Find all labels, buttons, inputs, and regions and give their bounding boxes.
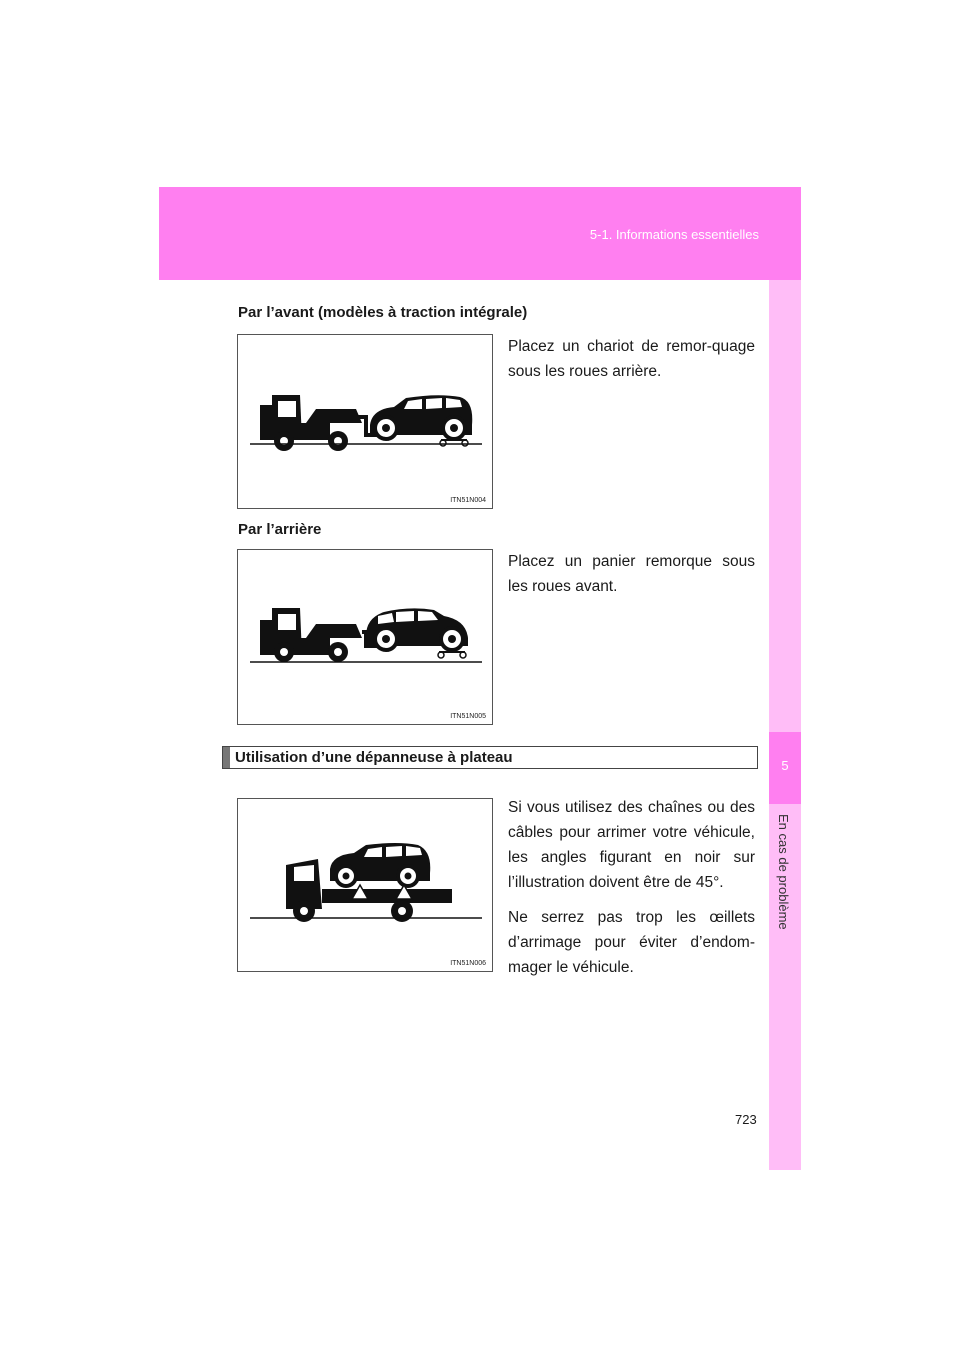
front-tow-figure (237, 334, 493, 509)
section-title: Utilisation d’une dépanneuse à plateau (235, 749, 513, 766)
flatbed-paragraph-1: Si vous utilisez des chaînes ou des câbles pour arrimer votre véhicule, les angles figurant en noir sur l’illustration doivent être de 45°. (508, 799, 755, 891)
rear-tow-text (508, 549, 755, 609)
section-title-bar (222, 746, 758, 769)
header-band (159, 187, 801, 280)
flatbed-figure (237, 798, 493, 972)
chapter-label: En cas de problème (776, 814, 791, 930)
figure-code: ITN51N005 (450, 713, 486, 720)
section-header: 5-1. Informations essentielles (589, 227, 759, 242)
page-number: 723 (735, 1112, 757, 1127)
flatbed-text (508, 795, 755, 990)
rear-tow-title: Par l’arrière (238, 521, 322, 538)
side-tab (769, 280, 801, 1170)
front-tow-text (508, 334, 755, 394)
flatbed-paragraph-2: Ne serrez pas trop les œillets d’arrimage pour éviter d’endom-mager le véhicule. (508, 909, 755, 976)
chapter-number: 5 (781, 758, 789, 773)
front-tow-paragraph: Placez un chariot de remor-quage sous les roues arrière. (508, 338, 755, 380)
front-tow-title: Par l’avant (modèles à traction intégrale) (238, 304, 528, 321)
rear-tow-figure (237, 549, 493, 725)
section-bar-accent (223, 747, 230, 768)
figure-code: ITN51N004 (450, 497, 486, 504)
figure-code: ITN51N006 (450, 960, 486, 967)
rear-tow-paragraph: Placez un panier remorque sous les roues avant. (508, 553, 755, 595)
